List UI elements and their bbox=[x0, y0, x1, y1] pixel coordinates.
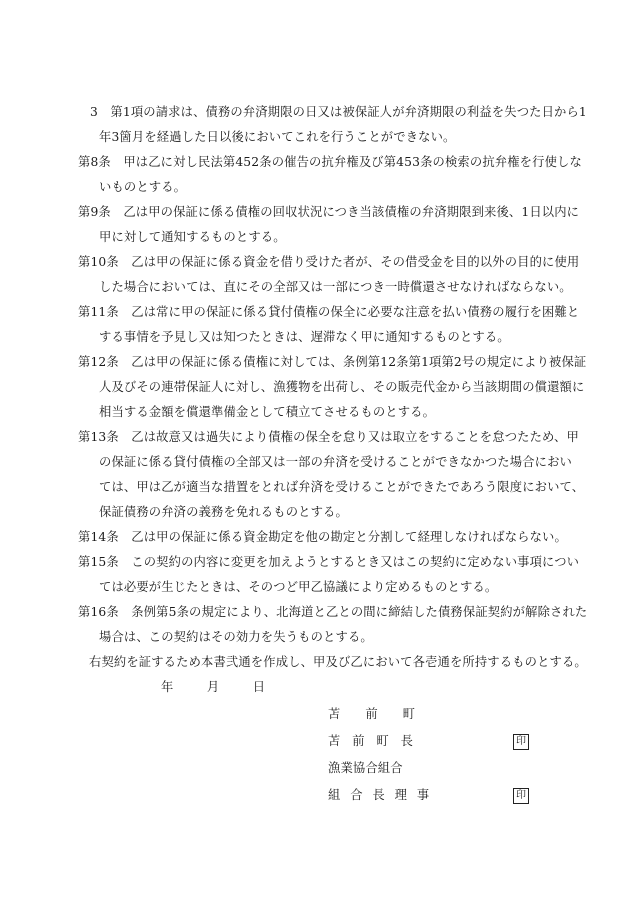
article-8-line-2: いものとする。 bbox=[99, 180, 187, 194]
article-11-line-2: する事情を予見し又は知つたときは、遅滞なく甲に通知するものとする。 bbox=[99, 330, 510, 344]
article-12-line-2: 人及びその連帯保証人に対し、漁獲物を出荷し、その販売代金から当該期間の償還額に bbox=[99, 380, 585, 394]
article-13-line-2: の保証に係る貸付債権の全部又は一部の弁済を受けることができなかつた場合におい bbox=[99, 455, 572, 469]
article-14-line-1: 第14条 乙は甲の保証に係る資金勘定を他の勘定と分割して経理しなければならない。 bbox=[78, 530, 567, 544]
signature-cooperative: 漁業協合組合 bbox=[328, 761, 403, 775]
article-13-line-3: ては、甲は乙が適当な措置をとれば弁済を受けることができたであろう限度において、 bbox=[99, 480, 585, 494]
article-9-line-1: 第9条 乙は甲の保証に係る債権の回収状況につき当該債権の弁済期限到来後、1日以内に bbox=[78, 205, 580, 219]
article-13-line-1: 第13条 乙は故意又は過失により債権の保全を怠り又は取立をすることを怠つたため、甲 bbox=[78, 430, 579, 444]
article-15-line-2: ては必要が生じたときは、そのつど甲乙協議により定めるものとする。 bbox=[99, 580, 498, 594]
article-12-line-1: 第12条 乙は甲の保証に係る債権に対しては、条例第12条第1項第2号の規定により被保証 bbox=[78, 355, 587, 369]
article-9-line-2: 甲に対して通知するものとする。 bbox=[99, 230, 286, 244]
seal-mark: 印 bbox=[513, 734, 529, 750]
article-11-line-1: 第11条 乙は常に甲の保証に係る貸付債権の保全に必要な注意を払い債務の履行を困難と bbox=[78, 305, 580, 319]
article-8-line-1: 第8条 甲は乙に対し民法第452条の催告の抗弁権及び第453条の検索の抗弁権を行使しな bbox=[78, 155, 582, 169]
closing-statement: 右契約を証するため本書弐通を作成し、甲及び乙において各壱通を所持するものとする。 bbox=[89, 655, 587, 669]
signature-town: 苫 前 町 bbox=[328, 707, 416, 721]
article-16-line-1: 第16条 条例第5条の規定により、北海道と乙との間に締結した債務保証契約が解除された bbox=[78, 605, 588, 619]
signature-town-mayor: 苫 前 町 長 bbox=[328, 734, 417, 748]
article-10-line-1: 第10条 乙は甲の保証に係る資金を借り受けた者が、その借受金を目的以外の目的に使用 bbox=[78, 255, 580, 269]
signature-cooperative-chief: 組 合 長 理 事 bbox=[328, 788, 433, 802]
seal-mark: 印 bbox=[513, 788, 529, 804]
paragraph-3-line-1: 3 第1項の請求は、債務の弁済期限の日又は被保証人が弁済期限の利益を失つた日から1 bbox=[90, 105, 587, 119]
article-12-line-3: 相当する金額を償還準備金として積立てさせるものとする。 bbox=[99, 405, 436, 419]
article-15-line-1: 第15条 この契約の内容に変更を加えようとするとき又はこの契約に定めない事項につい bbox=[78, 555, 580, 569]
article-13-line-4: 保証債務の弁済の義務を免れるものとする。 bbox=[99, 505, 348, 519]
paragraph-3-line-2: 年3箇月を経過した日以後においてこれを行うことができない。 bbox=[99, 130, 456, 144]
date-line: 年 月 日 bbox=[161, 680, 269, 694]
article-16-line-2: 場合は、この契約はその効力を失うものとする。 bbox=[99, 630, 373, 644]
article-10-line-2: した場合においては、直にその全部又は一部につき一時償還させなければならない。 bbox=[99, 280, 572, 294]
